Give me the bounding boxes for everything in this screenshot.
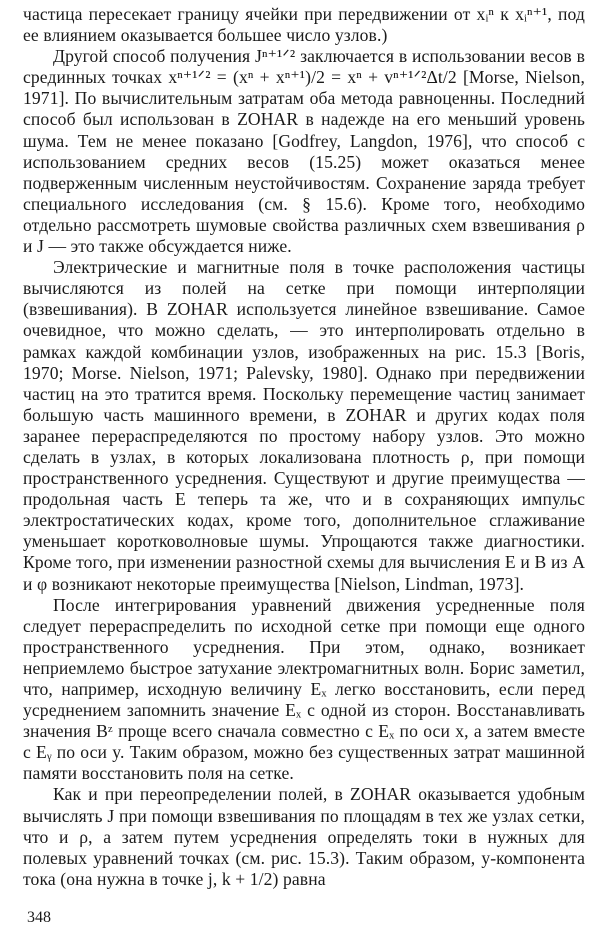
paragraph-2: Другой способ получения Jⁿ⁺¹ᐟ² заключается в использовании весов в срединных точках xⁿ⁺¹ᐟ² = (xⁿ + xⁿ⁺¹)/2 = xⁿ + vⁿ⁺¹ᐟ²Δt/2 [Morse, Nielson, 1971]. По вычислительным затратам оба метода равноценны. Последний способ был использован в ZOHAR в надежде на его меньший уровень шума. Тем не менее показано [Godfrey, Langdon, 1976], что способ с использованием средних весов (15.25) может оказаться менее подверженным численным неустойчивостям. Сохранение заряда требует специального исследования (см. § 15.6). Кроме того, необходимо отдельно рассмотреть шумовые свойства различных схем взвешивания ρ и J — это также обсуждается ниже.	[23, 46, 585, 257]
page-body	[23, 4, 585, 890]
paragraph-3: Электрические и магнитные поля в точке расположения частицы вычисляются из полей на сетке при помощи интерполяции (взвешивания). В ZOHAR используется линейное взвешивание. Самое очевидное, что можно сделать, — это интерполировать отдельно в рамках каждой комбинации узлов, изображенных на рис. 15.3 [Boris, 1970; Morse. Nielson, 1971; Palevsky, 1980]. Однако при передвижении частиц на это тратится время. Поскольку перемещение частиц занимает большую часть машинного времени, в ZOHAR и других кодах поля заранее перераспределяются по простому набору узлов. Это можно сделать в узлах, в которых локализована плотность ρ, при помощи пространственного усреднения. Существуют и другие преимущества — продольная часть E теперь та же, что и в сохраняющих импульс электростатических кодах, кроме того, дополнительное сглаживание уменьшает коротковолновые шумы. Упрощаются также диагностики. Кроме того, при изменении разностной схемы для вычисления E и B из A и φ возникают некоторые преимущества [Nielson, Lindman, 1973].	[23, 257, 585, 594]
paragraph-5: Как и при переопределении полей, в ZOHAR оказывается удобным вычислять J при помощи взвешивания по площадям в тех же узлах сетки, что и ρ, а затем путем усреднения определять токи в нужных для полевых уравнений точках (см. рис. 15.3). Таким образом, y-компонента тока (она нужна в точке j, k + 1/2) равна	[23, 784, 585, 889]
page-number: 348	[27, 909, 51, 926]
paragraph-1: частица пересекает границу ячейки при передвижении от xᵢⁿ к xᵢⁿ⁺¹, под ее влиянием оказывается большее число узлов.)	[23, 4, 585, 46]
paragraph-4: После интегрирования уравнений движения усредненные поля следует перераспределить по исходной сетке при помощи еще одного пространственного усреднения. При этом, однако, возникает неприемлемо быстрое затухание электромагнитных волн. Борис заметил, что, например, исходную величину Eₓ легко восстановить, если перед усреднением запомнить значение Eₓ с одной из сторон. Восстанавливать значения Bᶻ проще всего сначала совместно с Eₓ по оси x, а затем вместе с Eᵧ по оси y. Таким образом, можно без существенных затрат машинной памяти восстановить поля на сетке.	[23, 594, 585, 784]
